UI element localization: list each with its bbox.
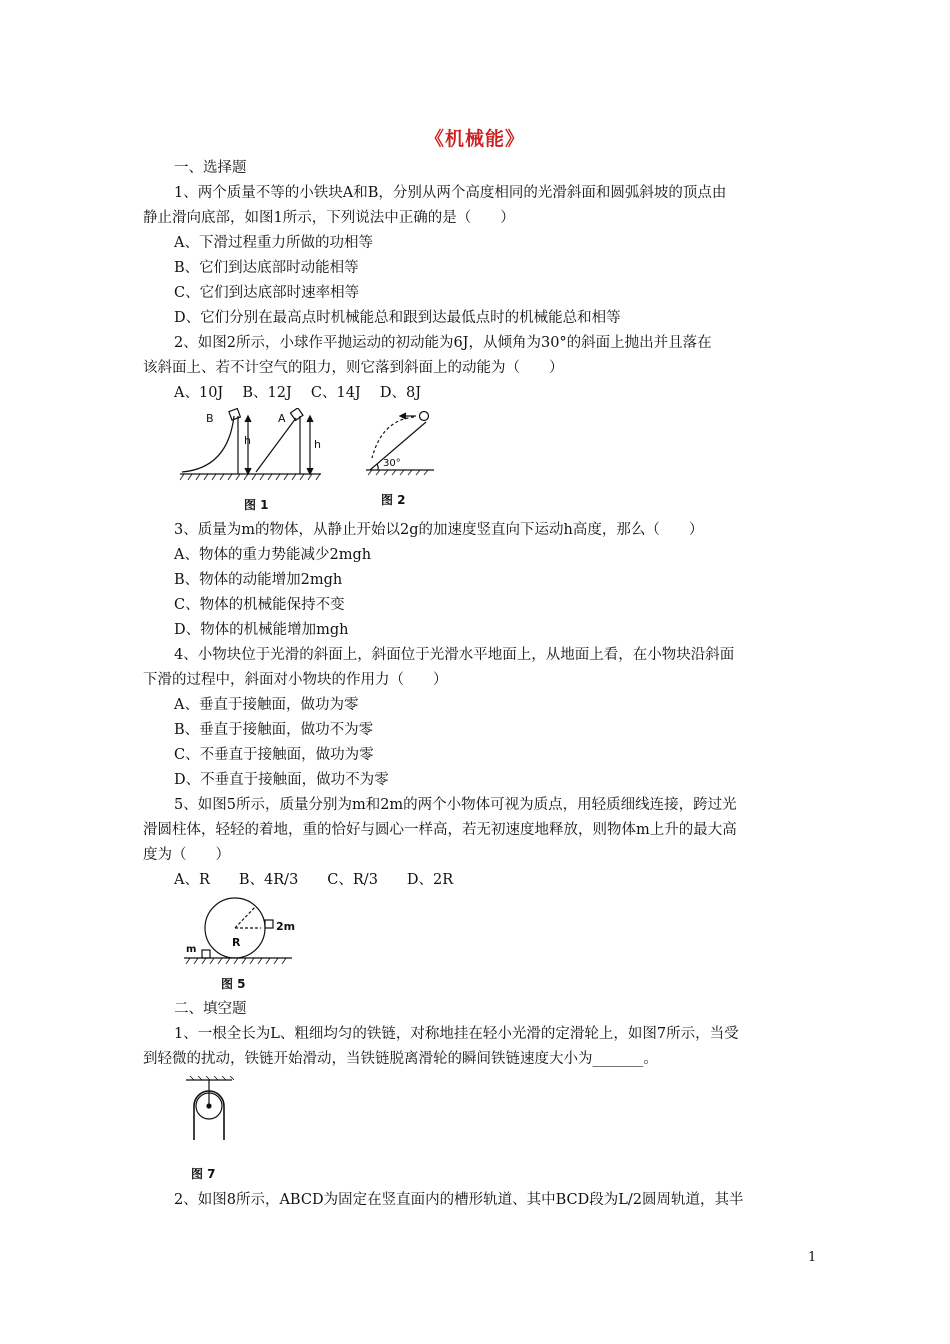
f2-stem-line1: 2、如图8所示，ABCD为固定在竖直面内的槽形轨道、其中BCD段为L/2圆周轨道，其半 (174, 1192, 744, 1208)
q4-stem-line2: 下滑的过程中，斜面对小物块的作用力（ ） (143, 672, 448, 688)
q4-option-d: D、不垂直于接触面，做功不为零 (174, 772, 389, 788)
q4-option-c: C、不垂直于接触面，做功为零 (174, 747, 374, 763)
q4-option-a: A、垂直于接触面，做功为零 (174, 697, 359, 713)
f1-stem-line2: 到轻微的扰动，铁链开始滑动，当铁链脱离滑轮的瞬间铁链速度大小为_______。 (143, 1051, 658, 1067)
fig1-label-b: B (206, 412, 214, 425)
q2-stem-line1: 2、如图2所示，小球作平抛运动的初动能为6J，从倾角为30°的斜面上抛出并且落在 (174, 335, 712, 351)
section-heading-fill: 二、填空题 (174, 1001, 247, 1017)
q3-stem: 3、质量为m的物体，从静止开始以2g的加速度竖直向下运动h高度，那么（ ） (174, 522, 704, 538)
fig1-label-h1: h (244, 434, 251, 447)
q2-stem-line2: 该斜面上、若不计空气的阻力，则它落到斜面上的动能为（ ） (143, 360, 564, 376)
q3-option-c: C、物体的机械能保持不变 (174, 597, 345, 613)
f1-stem-line1: 1、一根全长为L、粗细均匀的铁链，对称地挂在轻小光滑的定滑轮上，如图7所示，当受 (174, 1026, 739, 1042)
q5-stem-line2: 滑圆柱体，轻轻的着地，重的恰好与圆心一样高，若无初速度地释放，则物体m上升的最大高 (143, 822, 737, 838)
q1-stem-line2: 静止滑向底部，如图1所示，下列说法中正确的是（ ） (143, 210, 515, 226)
fig2-angle-label: 30° (383, 458, 401, 469)
figure-7-diagram (184, 1076, 234, 1144)
fig5-label-2m: 2m (276, 920, 296, 933)
page-title: 《机械能》 (424, 128, 525, 150)
figure-1-diagram (178, 408, 323, 488)
fig1-label-h2: h (314, 438, 321, 451)
page-number: 1 (808, 1250, 817, 1265)
figure-1-caption: 图 1 (244, 498, 269, 512)
fig5-label-m: m (186, 944, 197, 955)
fig1-label-a: A (278, 412, 286, 425)
q3-option-a: A、物体的重力势能减少2mgh (174, 547, 372, 563)
q1-option-c: C、它们到达底部时速率相等 (174, 285, 360, 301)
q5-stem-line1: 5、如图5所示，质量分别为m和2m的两个小物体可视为质点，用轻质细线连接，跨过光 (174, 797, 737, 813)
section-heading-choice: 一、选择题 (174, 160, 247, 176)
q2-options: A、10J B、12J C、14J D、8J (174, 385, 422, 401)
q4-option-b: B、垂直于接触面，做功不为零 (174, 722, 374, 738)
q1-option-b: B、它们到达底部时动能相等 (174, 260, 359, 276)
q1-option-d: D、它们分别在最高点时机械能总和跟到达最低点时的机械能总和相等 (174, 310, 621, 326)
q3-option-b: B、物体的动能增加2mgh (174, 572, 343, 588)
q3-option-d: D、物体的机械能增加mgh (174, 622, 349, 638)
figure-7-caption: 图 7 (191, 1167, 216, 1181)
figure-2-caption: 图 2 (381, 493, 406, 507)
q4-stem-line1: 4、小物块位于光滑的斜面上，斜面位于光滑水平地面上，从地面上看，在小物块沿斜面 (174, 647, 735, 663)
figure-5-caption: 图 5 (221, 977, 246, 991)
q1-option-a: A、下滑过程重力所做的功相等 (174, 235, 373, 251)
fig5-label-r: R (232, 936, 241, 949)
q5-stem-line3: 度为（ ） (143, 847, 230, 863)
q5-options: A、R B、4R/3 C、R/3 D、2R (174, 872, 454, 888)
q1-stem-line1: 1、两个质量不等的小铁块A和B，分别从两个高度相同的光滑斜面和圆弧斜坡的顶点由 (174, 185, 727, 201)
